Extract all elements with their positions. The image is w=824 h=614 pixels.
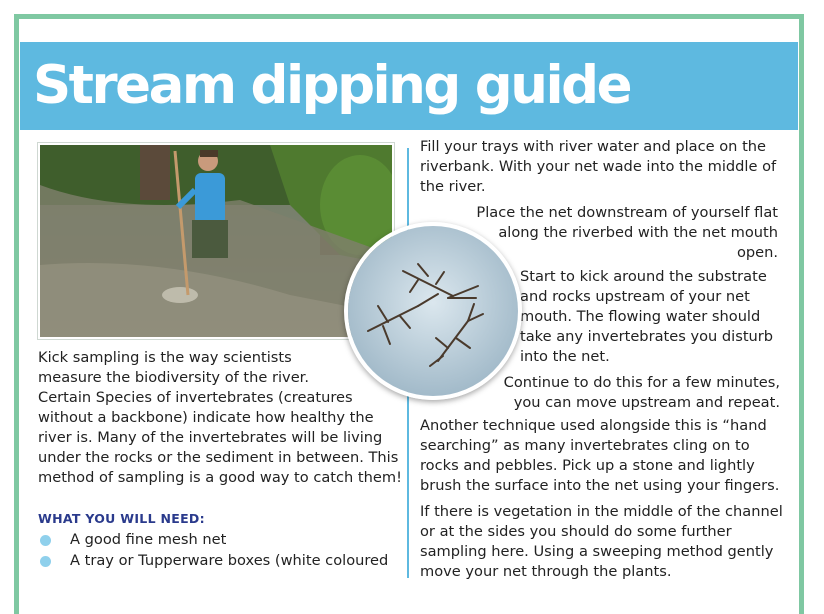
list-item: A tray or Tupperware boxes (white coloured — [38, 551, 388, 572]
step-fill-trays: Fill your trays with river water and place on the riverbank. With your net wade into the middle of the river. — [420, 138, 777, 195]
bullet-icon — [40, 556, 51, 567]
needs-list — [38, 530, 388, 572]
invertebrates-photo — [344, 222, 522, 400]
mayfly-nymphs-illustration — [348, 226, 518, 396]
needs-heading: WHAT YOU WILL NEED: — [38, 511, 205, 526]
hand-searching-paragraph: Another technique used alongside this is “hand searching” as many invertebrates cling on to rocks and pebbles. Pick up a stone and lightly brush the surface into the net using your fingers. — [420, 417, 780, 494]
kick-sampling-photo — [38, 143, 394, 339]
list-item: A good fine mesh net — [38, 530, 388, 551]
intro-paragraph: Kick sampling is the way scientists measure the biodiversity of the river. Certain Species of invertebrates (creatures without a backbone) indicate how healthy the river is. Many of the invertebrates will be living under the rocks or the sediment in between. This method of sampling is a good way to catch them! — [38, 349, 402, 486]
vegetation-paragraph: If there is vegetation in the middle of the channel or at the sides you should do some further sampling here. Using a sweeping method gently move your net through the plants. — [420, 503, 783, 580]
step-continue: Continue to do this for a few minutes, you can move upstream and repeat. — [503, 374, 780, 411]
bullet-icon — [40, 535, 51, 546]
page-title: Stream dipping guide — [33, 55, 631, 116]
step-kick: Start to kick around the substrate and rocks upstream of your net mouth. The flowing water should take any invertebrates you disturb into the net. — [520, 268, 774, 365]
river-scene-illustration — [40, 145, 392, 337]
step-place-net: Place the net downstream of yourself flat along the riverbed with the net mouth open. — [476, 204, 778, 261]
